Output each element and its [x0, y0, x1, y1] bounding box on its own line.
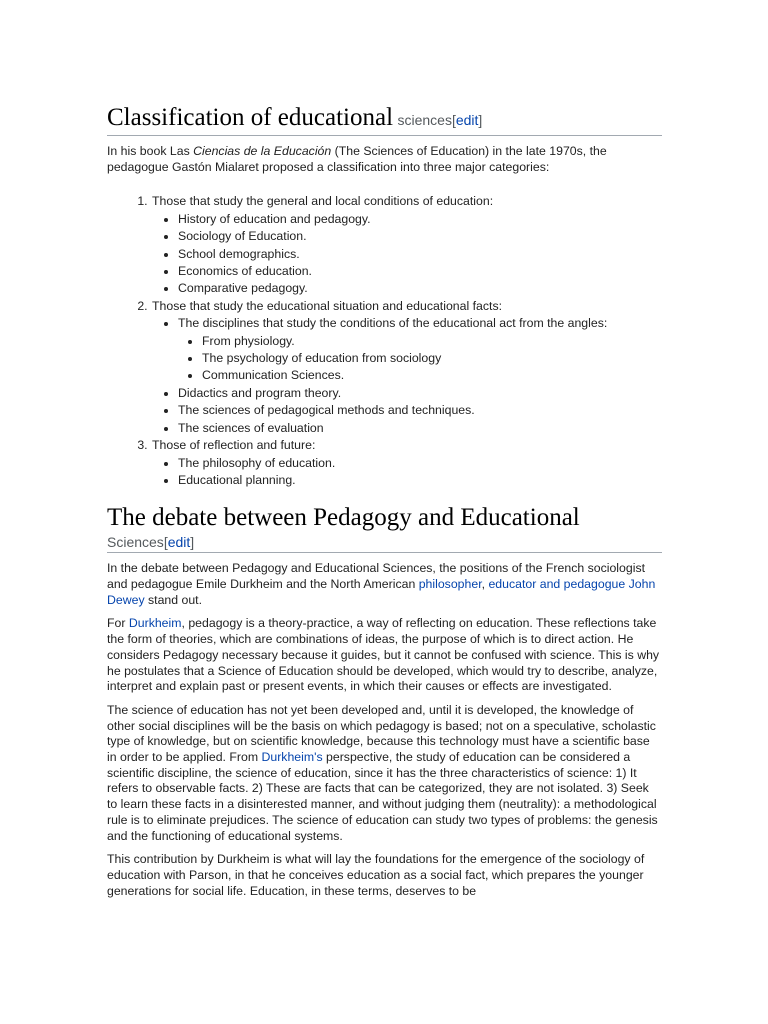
section-heading-debate	[107, 503, 662, 553]
list-item: • Comparative pedagogy.	[178, 280, 662, 297]
philosopher-link[interactable]: philosopher	[418, 577, 482, 592]
paragraph-text: , pedagogy is a theory-practice, a way of reflecting on education. These reflections take the form of theories, which are combinations of ideas, the purpose of which is to direct action. He considers Pedagogy necessary because it guides, but it cannot be confused with science. This is why he postulates that a Science of Education should be developed, which would try to describe, analyze, interpret and explain past or present events, in which their causes or effects are investigated.	[107, 616, 660, 694]
sub-list	[152, 315, 662, 437]
edit-bracket-close: ]	[190, 534, 195, 551]
list-item: • Communication Sciences.	[202, 367, 662, 384]
debate-paragraph-1	[107, 561, 662, 608]
paragraph-text-end: stand out.	[144, 592, 203, 607]
sub-list	[152, 455, 662, 490]
list-item: • From physiology.	[202, 333, 662, 350]
paragraph-text-end: perspective, the study of education can be considered a scientific discipline, the science of education, since it has the three characteristics of science: 1) It refers to observable facts. 2) These are facts that can be categorized, they are not isolated. 3) Seek to learn these facts in a disinterested manner, and without judging them (neutrality): a methodological rule is to eliminate prejudices. The science of education can study two types of problems: the genesis and the functioning of educational systems.	[107, 750, 658, 843]
paragraph-text: In the debate between Pedagogy and Educational Sciences, the positions of the French sociologist and pedagogue Emile Durkheim and the North American	[107, 561, 646, 592]
edit-bracket-close: ]	[478, 112, 483, 128]
list-item: • The sciences of evaluation	[178, 420, 662, 437]
durkheims-link[interactable]: Durkheim's	[261, 750, 323, 765]
intro-paragraph	[107, 144, 662, 175]
edit-link[interactable]: edit	[167, 534, 191, 551]
category-label: Those that study the general and local conditions of education:	[152, 194, 494, 209]
separator-text: ,	[481, 577, 489, 592]
category-label: Those that study the educational situation and educational facts:	[152, 298, 503, 313]
list-item: • The philosophy of education.	[178, 455, 662, 472]
edit-link[interactable]: edit	[455, 112, 479, 128]
paragraph-text-start: For	[107, 616, 129, 631]
list-item	[151, 298, 662, 437]
heading-main-text: The debate between Pedagogy and Educational	[107, 504, 580, 532]
heading-tail	[397, 112, 482, 128]
list-item: • Sociology of Education.	[178, 228, 662, 245]
classification-list	[107, 193, 662, 489]
list-item: • The sciences of pedagogical methods and techniques.	[178, 402, 662, 419]
list-item: • Educational planning.	[178, 472, 662, 489]
heading-tail-text: sciences	[397, 112, 452, 128]
list-item: • Didactics and program theory.	[178, 385, 662, 402]
heading-tail-text: Sciences	[107, 534, 164, 551]
sub-list	[152, 211, 662, 298]
category-label: Those of reflection and future:	[152, 438, 316, 453]
article-content	[107, 104, 662, 899]
intro-text-start: In his book Las	[107, 144, 194, 158]
list-item: • The psychology of education from sociology	[202, 350, 662, 367]
heading-tail	[107, 533, 662, 551]
durkheim-link[interactable]: Durkheim	[128, 616, 182, 631]
heading-main-text: Classification of educational	[107, 104, 394, 131]
list-item: • Economics of education.	[178, 263, 662, 280]
nested-sub-list	[178, 333, 662, 385]
debate-paragraph-3	[107, 703, 662, 844]
edit-bracket-open: [	[163, 534, 168, 551]
educator-link[interactable]: educator and pedagogue John Dewey	[107, 577, 656, 607]
list-item: • School demographics.	[178, 246, 662, 263]
intro-text-end: (The Sciences of Education) in the late 1970s, the pedagogue Gastón Mialaret proposed a classification into three major categories:	[107, 144, 607, 174]
edit-bracket-open: [	[451, 112, 456, 128]
paragraph-text-start: The science of education has not yet been developed and, until it is developed, the knowledge of other social disciplines will be the basis on which pedagogy is based; not on a speculative, scholastic type of knowledge, but on scientific knowledge, because this technology must have a scientific base in order to be applied. From	[107, 702, 656, 765]
list-item: • History of education and pedagogy.	[178, 211, 662, 228]
list-item	[151, 193, 662, 297]
book-title: Ciencias de la Educación	[193, 144, 332, 158]
list-item	[151, 437, 662, 489]
debate-paragraph-2	[107, 616, 662, 695]
section-heading-classification	[107, 104, 662, 136]
list-item	[178, 315, 662, 385]
debate-paragraph-4: This contribution by Durkheim is what will lay the foundations for the emergence of the sociology of education with Parson, in that he conceives education as a social fact, which prepares the younger generations for social life. Education, in these terms, deserves to be	[107, 852, 645, 898]
sub-category-label: The disciplines that study the conditions of the educational act from the angles:	[178, 316, 608, 331]
